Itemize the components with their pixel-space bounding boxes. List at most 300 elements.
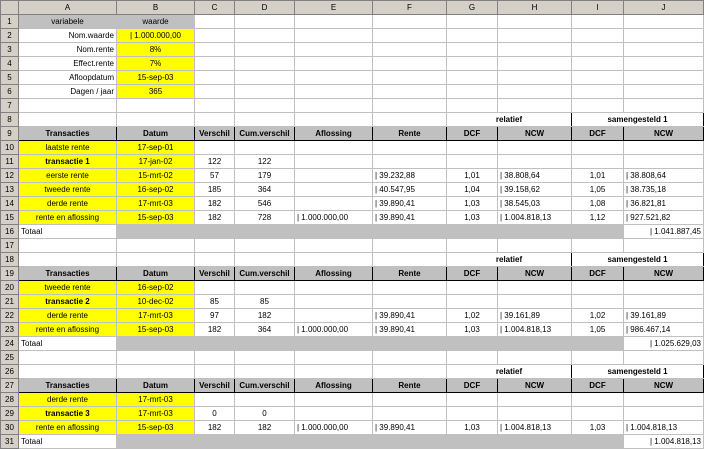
group-label-samengesteld[interactable]: samengesteld 1 [572,365,704,379]
empty-cell[interactable] [447,29,498,43]
empty-cell[interactable] [572,29,624,43]
empty-cell[interactable] [295,43,373,57]
empty-cell[interactable] [498,57,572,71]
row-header[interactable]: 22 [1,309,19,323]
table-header[interactable]: NCW [624,267,704,281]
empty-cell[interactable] [195,99,235,113]
table-cell[interactable]: | 1.000.000,00 [295,323,373,337]
transaction-label[interactable]: derde rente [19,393,117,407]
empty-cell[interactable] [295,239,373,253]
empty-cell[interactable] [19,351,117,365]
table-cell[interactable]: 17-mrt-03 [117,197,195,211]
table-cell[interactable]: | 1.000.000,00 [295,211,373,225]
empty-cell[interactable] [498,29,572,43]
table-cell[interactable] [295,407,373,421]
empty-cell[interactable] [624,351,704,365]
param-label[interactable]: variabele [19,15,117,29]
table-header[interactable]: Transacties [19,127,117,141]
row-header[interactable]: 2 [1,29,19,43]
table-header[interactable]: NCW [624,127,704,141]
table-header[interactable]: DCF [572,379,624,393]
table-header[interactable]: Datum [117,127,195,141]
empty-cell[interactable] [373,99,447,113]
empty-cell[interactable] [195,71,235,85]
transaction-label[interactable]: rente en aflossing [19,421,117,435]
row-header[interactable]: 9 [1,127,19,141]
empty-cell[interactable] [117,365,195,379]
column-header[interactable]: I [572,1,624,15]
empty-cell[interactable] [447,351,498,365]
empty-cell[interactable] [624,43,704,57]
row-header[interactable]: 16 [1,225,19,239]
empty-cell[interactable] [373,43,447,57]
row-header[interactable]: 11 [1,155,19,169]
table-cell[interactable]: | 986.467,14 [624,323,704,337]
table-cell[interactable]: 1,02 [572,309,624,323]
table-cell[interactable]: 1,03 [447,211,498,225]
table-cell[interactable]: 15-sep-03 [117,323,195,337]
param-label[interactable]: Afloopdatum [19,71,117,85]
transaction-label[interactable]: laatste rente [19,141,117,155]
table-cell[interactable]: | 39.158,62 [498,183,572,197]
empty-cell[interactable] [447,57,498,71]
empty-cell[interactable] [195,239,235,253]
empty-cell[interactable] [19,365,117,379]
param-label[interactable]: Nom.rente [19,43,117,57]
empty-cell[interactable] [295,71,373,85]
total-spacer[interactable] [117,435,624,449]
table-cell[interactable]: 16-sep-02 [117,281,195,295]
empty-cell[interactable] [624,71,704,85]
table-cell[interactable]: 1,12 [572,211,624,225]
empty-cell[interactable] [195,29,235,43]
table-cell[interactable]: 1,05 [572,323,624,337]
empty-cell[interactable] [498,85,572,99]
empty-cell[interactable] [117,99,195,113]
param-value[interactable]: 15-sep-03 [117,71,195,85]
table-cell[interactable]: 1,01 [447,169,498,183]
table-cell[interactable]: 546 [235,197,295,211]
table-cell[interactable]: | 40.547,95 [373,183,447,197]
empty-cell[interactable] [295,29,373,43]
table-cell[interactable]: 1,03 [447,323,498,337]
row-header[interactable]: 23 [1,323,19,337]
table-cell[interactable] [373,281,447,295]
empty-cell[interactable] [117,239,195,253]
table-header[interactable]: Cum.verschil [235,127,295,141]
table-cell[interactable]: 15-sep-03 [117,421,195,435]
table-header[interactable]: Transacties [19,379,117,393]
row-header[interactable]: 8 [1,113,19,127]
table-cell[interactable] [572,281,624,295]
row-header[interactable]: 27 [1,379,19,393]
table-cell[interactable]: | 39.890,41 [373,309,447,323]
column-header[interactable]: H [498,1,572,15]
table-header[interactable]: Transacties [19,267,117,281]
empty-cell[interactable] [295,253,373,267]
param-value[interactable]: 8% [117,43,195,57]
table-cell[interactable] [295,183,373,197]
empty-cell[interactable] [195,113,235,127]
empty-cell[interactable] [373,85,447,99]
column-header[interactable]: J [624,1,704,15]
table-cell[interactable]: 364 [235,183,295,197]
param-value[interactable]: 7% [117,57,195,71]
empty-cell[interactable] [572,71,624,85]
empty-cell[interactable] [498,239,572,253]
table-cell[interactable] [295,197,373,211]
table-header[interactable]: DCF [447,379,498,393]
table-cell[interactable] [572,141,624,155]
transaction-label[interactable]: eerste rente [19,169,117,183]
row-header[interactable]: 31 [1,435,19,449]
table-cell[interactable]: 16-sep-02 [117,183,195,197]
table-cell[interactable]: 182 [195,211,235,225]
table-cell[interactable]: 1,05 [572,183,624,197]
row-header[interactable]: 20 [1,281,19,295]
row-header[interactable]: 10 [1,141,19,155]
table-header[interactable]: Aflossing [295,267,373,281]
table-cell[interactable]: 728 [235,211,295,225]
table-cell[interactable]: 1,08 [572,197,624,211]
table-cell[interactable] [235,141,295,155]
table-cell[interactable] [447,393,498,407]
table-cell[interactable] [498,281,572,295]
empty-cell[interactable] [295,15,373,29]
table-cell[interactable] [447,155,498,169]
table-cell[interactable] [295,169,373,183]
table-cell[interactable]: 85 [195,295,235,309]
table-cell[interactable] [447,295,498,309]
total-spacer[interactable] [117,337,624,351]
param-value[interactable]: 365 [117,85,195,99]
table-cell[interactable]: | 39.232,88 [373,169,447,183]
empty-cell[interactable] [373,15,447,29]
empty-cell[interactable] [498,43,572,57]
table-header[interactable]: Cum.verschil [235,379,295,393]
empty-cell[interactable] [295,99,373,113]
table-cell[interactable]: | 39.161,89 [498,309,572,323]
total-label[interactable]: Totaal [19,337,117,351]
empty-cell[interactable] [447,99,498,113]
table-cell[interactable]: 0 [235,407,295,421]
transaction-label[interactable]: rente en aflossing [19,323,117,337]
empty-cell[interactable] [373,71,447,85]
table-cell[interactable] [498,393,572,407]
empty-cell[interactable] [235,71,295,85]
empty-cell[interactable] [373,57,447,71]
group-label-relatief[interactable]: relatief [447,365,572,379]
table-cell[interactable]: 10-dec-02 [117,295,195,309]
row-header[interactable]: 1 [1,15,19,29]
table-cell[interactable] [373,141,447,155]
row-header[interactable]: 21 [1,295,19,309]
table-header[interactable]: Datum [117,267,195,281]
row-header[interactable]: 18 [1,253,19,267]
table-cell[interactable]: | 39.161,89 [624,309,704,323]
group-label-samengesteld[interactable]: samengesteld 1 [572,113,704,127]
total-spacer[interactable] [117,225,624,239]
table-cell[interactable]: | 39.890,41 [373,323,447,337]
empty-cell[interactable] [235,85,295,99]
table-cell[interactable]: 182 [235,309,295,323]
empty-cell[interactable] [295,365,373,379]
table-cell[interactable]: | 38.545,03 [498,197,572,211]
table-cell[interactable] [447,141,498,155]
empty-cell[interactable] [572,99,624,113]
column-header[interactable]: A [19,1,117,15]
table-cell[interactable]: | 1.000.000,00 [295,421,373,435]
table-cell[interactable]: | 927.521,82 [624,211,704,225]
table-header[interactable]: NCW [498,267,572,281]
empty-cell[interactable] [498,15,572,29]
empty-cell[interactable] [295,85,373,99]
table-cell[interactable]: 182 [195,421,235,435]
table-cell[interactable] [195,141,235,155]
table-header[interactable]: Verschil [195,379,235,393]
empty-cell[interactable] [572,85,624,99]
empty-cell[interactable] [235,15,295,29]
param-label[interactable]: Dagen / jaar [19,85,117,99]
table-header[interactable]: Verschil [195,267,235,281]
row-header[interactable]: 24 [1,337,19,351]
empty-cell[interactable] [19,253,117,267]
table-cell[interactable] [295,393,373,407]
table-cell[interactable] [624,393,704,407]
param-value[interactable]: | 1.000.000,00 [117,29,195,43]
empty-cell[interactable] [624,57,704,71]
table-cell[interactable]: 1,03 [447,421,498,435]
table-cell[interactable]: 97 [195,309,235,323]
empty-cell[interactable] [373,365,447,379]
transaction-label[interactable]: transactie 3 [19,407,117,421]
empty-cell[interactable] [117,351,195,365]
table-cell[interactable] [447,281,498,295]
table-cell[interactable] [624,155,704,169]
empty-cell[interactable] [624,99,704,113]
table-header[interactable]: Cum.verschil [235,267,295,281]
empty-cell[interactable] [373,29,447,43]
row-header[interactable]: 17 [1,239,19,253]
empty-cell[interactable] [373,239,447,253]
row-header[interactable]: 12 [1,169,19,183]
table-cell[interactable]: 15-mrt-02 [117,169,195,183]
table-cell[interactable] [373,155,447,169]
param-label[interactable]: Effect.rente [19,57,117,71]
total-value[interactable]: | 1.041.887,45 [624,225,704,239]
empty-cell[interactable] [195,253,235,267]
empty-cell[interactable] [498,351,572,365]
table-cell[interactable]: | 39.890,41 [373,197,447,211]
table-cell[interactable] [295,155,373,169]
table-cell[interactable] [498,295,572,309]
table-cell[interactable] [373,393,447,407]
row-header[interactable]: 19 [1,267,19,281]
empty-cell[interactable] [235,113,295,127]
table-cell[interactable]: 182 [195,197,235,211]
column-header[interactable]: C [195,1,235,15]
table-cell[interactable] [235,393,295,407]
table-cell[interactable]: 1,03 [572,421,624,435]
empty-cell[interactable] [447,43,498,57]
table-cell[interactable]: 179 [235,169,295,183]
empty-cell[interactable] [195,365,235,379]
row-header[interactable]: 26 [1,365,19,379]
column-header[interactable]: E [295,1,373,15]
table-cell[interactable]: 1,03 [447,197,498,211]
table-header[interactable]: Rente [373,379,447,393]
empty-cell[interactable] [117,113,195,127]
row-header[interactable]: 5 [1,71,19,85]
empty-cell[interactable] [235,365,295,379]
table-header[interactable]: Rente [373,127,447,141]
table-cell[interactable]: | 36.821,81 [624,197,704,211]
table-cell[interactable] [572,295,624,309]
table-cell[interactable] [373,407,447,421]
empty-cell[interactable] [572,239,624,253]
row-header[interactable]: 30 [1,421,19,435]
table-cell[interactable] [498,155,572,169]
row-header[interactable]: 28 [1,393,19,407]
empty-cell[interactable] [235,351,295,365]
empty-cell[interactable] [572,43,624,57]
table-cell[interactable] [295,309,373,323]
table-header[interactable]: DCF [572,127,624,141]
column-header[interactable]: F [373,1,447,15]
table-header[interactable]: Verschil [195,127,235,141]
empty-cell[interactable] [235,29,295,43]
table-cell[interactable] [572,407,624,421]
table-cell[interactable]: 1,02 [447,309,498,323]
table-cell[interactable] [624,141,704,155]
table-cell[interactable]: | 39.890,41 [373,211,447,225]
transaction-label[interactable]: transactie 2 [19,295,117,309]
table-cell[interactable]: 1,01 [572,169,624,183]
empty-cell[interactable] [498,99,572,113]
table-header[interactable]: DCF [572,267,624,281]
column-header[interactable]: D [235,1,295,15]
empty-cell[interactable] [235,43,295,57]
empty-cell[interactable] [373,113,447,127]
select-all-corner[interactable] [1,1,19,15]
table-cell[interactable]: 1,04 [447,183,498,197]
table-cell[interactable]: | 38.808,64 [498,169,572,183]
table-cell[interactable] [624,407,704,421]
empty-cell[interactable] [195,351,235,365]
table-cell[interactable]: 17-jan-02 [117,155,195,169]
table-cell[interactable]: 17-mrt-03 [117,393,195,407]
row-header[interactable]: 25 [1,351,19,365]
empty-cell[interactable] [447,71,498,85]
table-cell[interactable]: 0 [195,407,235,421]
table-cell[interactable]: 17-mrt-03 [117,309,195,323]
empty-cell[interactable] [572,351,624,365]
table-header[interactable]: DCF [447,127,498,141]
transaction-label[interactable]: tweede rente [19,183,117,197]
table-header[interactable]: Aflossing [295,127,373,141]
empty-cell[interactable] [235,57,295,71]
row-header[interactable]: 6 [1,85,19,99]
table-cell[interactable]: | 1.004.818,13 [624,421,704,435]
empty-cell[interactable] [447,85,498,99]
total-label[interactable]: Totaal [19,435,117,449]
table-header[interactable]: Aflossing [295,379,373,393]
table-cell[interactable] [295,281,373,295]
empty-cell[interactable] [235,253,295,267]
table-header[interactable]: NCW [498,127,572,141]
empty-cell[interactable] [624,239,704,253]
empty-cell[interactable] [447,15,498,29]
column-header[interactable]: G [447,1,498,15]
table-cell[interactable] [295,141,373,155]
table-cell[interactable] [295,295,373,309]
transaction-label[interactable]: tweede rente [19,281,117,295]
row-header[interactable]: 7 [1,99,19,113]
empty-cell[interactable] [572,57,624,71]
transaction-label[interactable]: rente en aflossing [19,211,117,225]
param-label[interactable]: Nom.waarde [19,29,117,43]
table-cell[interactable]: 182 [195,323,235,337]
empty-cell[interactable] [19,113,117,127]
table-cell[interactable]: | 1.004.818,13 [498,211,572,225]
empty-cell[interactable] [295,351,373,365]
total-label[interactable]: Totaal [19,225,117,239]
column-header[interactable]: B [117,1,195,15]
empty-cell[interactable] [295,113,373,127]
empty-cell[interactable] [195,57,235,71]
empty-cell[interactable] [572,15,624,29]
table-cell[interactable]: | 38.735,18 [624,183,704,197]
table-cell[interactable] [498,407,572,421]
table-cell[interactable] [447,407,498,421]
total-value[interactable]: | 1.004.818,13 [624,435,704,449]
param-value[interactable]: waarde [117,15,195,29]
table-cell[interactable] [498,141,572,155]
table-cell[interactable] [195,281,235,295]
table-cell[interactable]: 57 [195,169,235,183]
table-cell[interactable]: 85 [235,295,295,309]
table-cell[interactable]: | 1.004.818,13 [498,421,572,435]
empty-cell[interactable] [195,15,235,29]
empty-cell[interactable] [498,71,572,85]
empty-cell[interactable] [195,85,235,99]
table-cell[interactable] [624,281,704,295]
empty-cell[interactable] [195,43,235,57]
empty-cell[interactable] [19,239,117,253]
row-header[interactable]: 4 [1,57,19,71]
row-header[interactable]: 15 [1,211,19,225]
group-label-relatief[interactable]: relatief [447,113,572,127]
table-cell[interactable] [235,281,295,295]
row-header[interactable]: 3 [1,43,19,57]
table-cell[interactable] [572,393,624,407]
table-cell[interactable]: 185 [195,183,235,197]
table-cell[interactable]: | 39.890,41 [373,421,447,435]
table-cell[interactable] [572,155,624,169]
empty-cell[interactable] [373,253,447,267]
transaction-label[interactable]: derde rente [19,309,117,323]
empty-cell[interactable] [117,253,195,267]
empty-cell[interactable] [235,239,295,253]
transaction-label[interactable]: transactie 1 [19,155,117,169]
empty-cell[interactable] [19,99,117,113]
table-cell[interactable] [195,393,235,407]
table-cell[interactable]: 17-sep-01 [117,141,195,155]
table-cell[interactable]: 122 [235,155,295,169]
table-cell[interactable]: 17-mrt-03 [117,407,195,421]
empty-cell[interactable] [295,57,373,71]
row-header[interactable]: 13 [1,183,19,197]
